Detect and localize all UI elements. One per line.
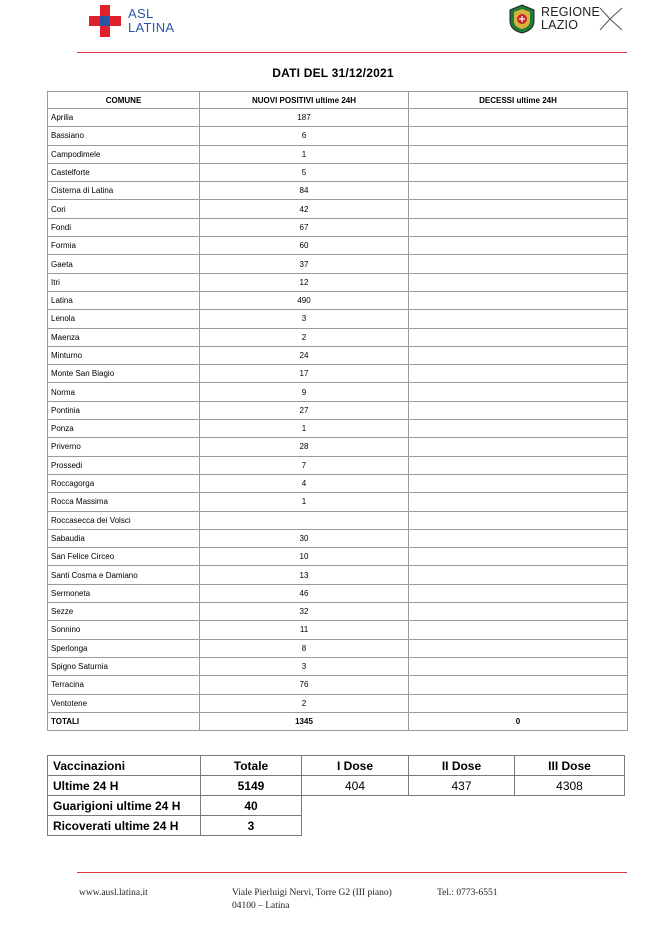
deaths-cell	[409, 420, 628, 438]
red-cross-icon	[89, 5, 121, 37]
table-row	[48, 566, 628, 584]
comune-cell: Roccasecca dei Volsci	[48, 511, 200, 529]
lazio-logo-line1: REGIONE	[541, 5, 601, 19]
table-row	[48, 621, 628, 639]
hospitalized-row	[48, 816, 625, 836]
positives-cell: 1	[200, 145, 409, 163]
deaths-cell	[409, 621, 628, 639]
deaths-cell	[409, 639, 628, 657]
deaths-cell	[409, 676, 628, 694]
comune-cell: Lenola	[48, 310, 200, 328]
table-row	[48, 529, 628, 547]
table-row	[48, 676, 628, 694]
deaths-cell	[409, 548, 628, 566]
comune-cell: Bassiano	[48, 127, 200, 145]
deaths-cell	[409, 182, 628, 200]
vaccination-label: Vaccinazioni	[48, 756, 201, 776]
vaccination-dose3-value: 4308	[515, 776, 625, 796]
totals-label: TOTALI	[48, 712, 200, 730]
deaths-cell	[409, 657, 628, 675]
table-row	[48, 346, 628, 364]
table-row	[48, 383, 628, 401]
comune-cell: Rocca Massima	[48, 493, 200, 511]
deaths-cell	[409, 145, 628, 163]
deaths-cell	[409, 456, 628, 474]
table-row	[48, 493, 628, 511]
deaths-cell	[409, 200, 628, 218]
positives-cell: 6	[200, 127, 409, 145]
comune-cell: Roccagorga	[48, 474, 200, 492]
deaths-cell	[409, 237, 628, 255]
comune-cell: Ventotene	[48, 694, 200, 712]
table-row	[48, 255, 628, 273]
vaccination-dose2-value: 437	[409, 776, 515, 796]
comune-cell: Itri	[48, 273, 200, 291]
lazio-emblem-icon	[508, 4, 536, 34]
column-header-deaths: DECESSI ultime 24H	[409, 92, 628, 109]
positives-cell: 1	[200, 420, 409, 438]
table-row	[48, 273, 628, 291]
comune-cell: Terracina	[48, 676, 200, 694]
positives-table	[47, 91, 628, 731]
deaths-cell	[409, 310, 628, 328]
deaths-cell	[409, 493, 628, 511]
table-row	[48, 438, 628, 456]
comune-cell: Sperlonga	[48, 639, 200, 657]
deaths-cell	[409, 255, 628, 273]
table-row	[48, 365, 628, 383]
positives-cell: 3	[200, 657, 409, 675]
comune-cell: Monte San Biagio	[48, 365, 200, 383]
vaccination-total-value: 5149	[201, 776, 302, 796]
lazio-logo-text	[541, 6, 600, 32]
totals-positives: 1345	[200, 712, 409, 730]
deaths-cell	[409, 438, 628, 456]
deaths-cell	[409, 511, 628, 529]
positives-cell: 13	[200, 566, 409, 584]
column-header-positives: NUOVI POSITIVI ultime 24H	[200, 92, 409, 109]
positives-cell	[200, 511, 409, 529]
table-row	[48, 237, 628, 255]
deaths-cell	[409, 163, 628, 181]
deaths-cell	[409, 603, 628, 621]
comune-cell: Ponza	[48, 420, 200, 438]
positives-cell: 17	[200, 365, 409, 383]
positives-cell: 10	[200, 548, 409, 566]
positives-cell: 42	[200, 200, 409, 218]
table-row	[48, 109, 628, 127]
positives-cell: 27	[200, 401, 409, 419]
positives-cell: 11	[200, 621, 409, 639]
asl-logo-line1: ASL	[128, 6, 154, 21]
table-row	[48, 511, 628, 529]
footer-address-line1: Viale Pierluigi Nervi, Torre G2 (III piano)	[232, 888, 392, 898]
comune-cell: Sonnino	[48, 621, 200, 639]
comune-cell: San Felice Circeo	[48, 548, 200, 566]
table-row	[48, 694, 628, 712]
deaths-cell	[409, 365, 628, 383]
table-row	[48, 474, 628, 492]
table-row	[48, 657, 628, 675]
deaths-cell	[409, 694, 628, 712]
comune-cell: Latina	[48, 291, 200, 309]
positives-cell: 60	[200, 237, 409, 255]
table-row	[48, 310, 628, 328]
column-header-comune: COMUNE	[48, 92, 200, 109]
comune-cell: Pontinia	[48, 401, 200, 419]
comune-cell: Formia	[48, 237, 200, 255]
deaths-cell	[409, 218, 628, 236]
positives-cell: 7	[200, 456, 409, 474]
positives-cell: 24	[200, 346, 409, 364]
comune-cell: Minturno	[48, 346, 200, 364]
positives-cell: 1	[200, 493, 409, 511]
deaths-cell	[409, 584, 628, 602]
asl-logo-text	[128, 7, 174, 35]
positives-cell: 32	[200, 603, 409, 621]
deaths-cell	[409, 401, 628, 419]
positives-cell: 8	[200, 639, 409, 657]
positives-cell: 4	[200, 474, 409, 492]
positives-cell: 46	[200, 584, 409, 602]
comune-cell: Prossedi	[48, 456, 200, 474]
comune-cell: Maenza	[48, 328, 200, 346]
totals-deaths: 0	[409, 712, 628, 730]
positives-cell: 5	[200, 163, 409, 181]
positives-cell: 490	[200, 291, 409, 309]
positives-cell: 3	[200, 310, 409, 328]
footer-address	[232, 887, 392, 913]
positives-cell: 2	[200, 328, 409, 346]
deaths-cell	[409, 346, 628, 364]
deaths-cell	[409, 127, 628, 145]
comune-cell: Castelforte	[48, 163, 200, 181]
positives-cell: 12	[200, 273, 409, 291]
header-divider	[77, 52, 627, 53]
footer-divider	[77, 872, 627, 873]
positives-cell: 84	[200, 182, 409, 200]
table-header-row	[48, 92, 628, 109]
recovered-label: Guarigioni ultime 24 H	[48, 796, 201, 816]
table-row	[48, 218, 628, 236]
table-row	[48, 548, 628, 566]
comune-cell: Sezze	[48, 603, 200, 621]
deaths-cell	[409, 566, 628, 584]
lazio-logo-line2: LAZIO	[541, 18, 579, 32]
vaccination-dose1-value: 404	[302, 776, 409, 796]
table-row	[48, 200, 628, 218]
vaccination-dose1-header: I Dose	[302, 756, 409, 776]
comune-cell: Sabaudia	[48, 529, 200, 547]
comune-cell: Cori	[48, 200, 200, 218]
footer-website[interactable]: www.ausl.latina.it	[79, 888, 148, 898]
vaccination-dose2-header: II Dose	[409, 756, 515, 776]
positives-cell: 30	[200, 529, 409, 547]
totals-row	[48, 712, 628, 730]
table-row	[48, 328, 628, 346]
asl-latina-logo	[89, 3, 174, 39]
comune-cell: Fondi	[48, 218, 200, 236]
table-row	[48, 145, 628, 163]
vaccination-dose3-header: III Dose	[515, 756, 625, 776]
table-row	[48, 584, 628, 602]
comune-cell: Cisterna di Latina	[48, 182, 200, 200]
comune-cell: Norma	[48, 383, 200, 401]
comune-cell: Gaeta	[48, 255, 200, 273]
table-body	[48, 109, 628, 713]
deaths-cell	[409, 529, 628, 547]
comune-cell: Priverno	[48, 438, 200, 456]
comune-cell: Campodimele	[48, 145, 200, 163]
vaccination-table	[47, 755, 625, 836]
table-row	[48, 127, 628, 145]
positives-cell: 9	[200, 383, 409, 401]
positives-cell: 76	[200, 676, 409, 694]
footer-address-line2: 04100 – Latina	[232, 901, 290, 911]
positives-cell: 187	[200, 109, 409, 127]
table-row	[48, 639, 628, 657]
vaccination-header-row	[48, 756, 625, 776]
table-row	[48, 163, 628, 181]
table-row	[48, 420, 628, 438]
positives-cell: 28	[200, 438, 409, 456]
hospitalized-value: 3	[201, 816, 302, 836]
lazio-chevron-icon	[598, 4, 624, 34]
page-title: DATI DEL 31/12/2021	[272, 66, 394, 80]
table-row	[48, 182, 628, 200]
hospitalized-label: Ricoverati ultime 24 H	[48, 816, 201, 836]
table-row	[48, 456, 628, 474]
comune-cell: Spigno Saturnia	[48, 657, 200, 675]
table-row	[48, 401, 628, 419]
deaths-cell	[409, 291, 628, 309]
table-row	[48, 603, 628, 621]
table-row	[48, 291, 628, 309]
deaths-cell	[409, 328, 628, 346]
asl-logo-line2: LATINA	[128, 20, 175, 35]
comune-cell: Aprilia	[48, 109, 200, 127]
deaths-cell	[409, 109, 628, 127]
vaccination-values-row	[48, 776, 625, 796]
vaccination-total-header: Totale	[201, 756, 302, 776]
comune-cell: Sermoneta	[48, 584, 200, 602]
deaths-cell	[409, 474, 628, 492]
deaths-cell	[409, 273, 628, 291]
comune-cell: Santi Cosma e Damiano	[48, 566, 200, 584]
recovered-value: 40	[201, 796, 302, 816]
positives-cell: 2	[200, 694, 409, 712]
footer-phone: Tel.: 0773-6551	[437, 888, 498, 898]
recovered-row	[48, 796, 625, 816]
positives-cell: 67	[200, 218, 409, 236]
positives-cell: 37	[200, 255, 409, 273]
vaccination-period-label: Ultime 24 H	[48, 776, 201, 796]
regione-lazio-logo	[508, 4, 624, 34]
deaths-cell	[409, 383, 628, 401]
